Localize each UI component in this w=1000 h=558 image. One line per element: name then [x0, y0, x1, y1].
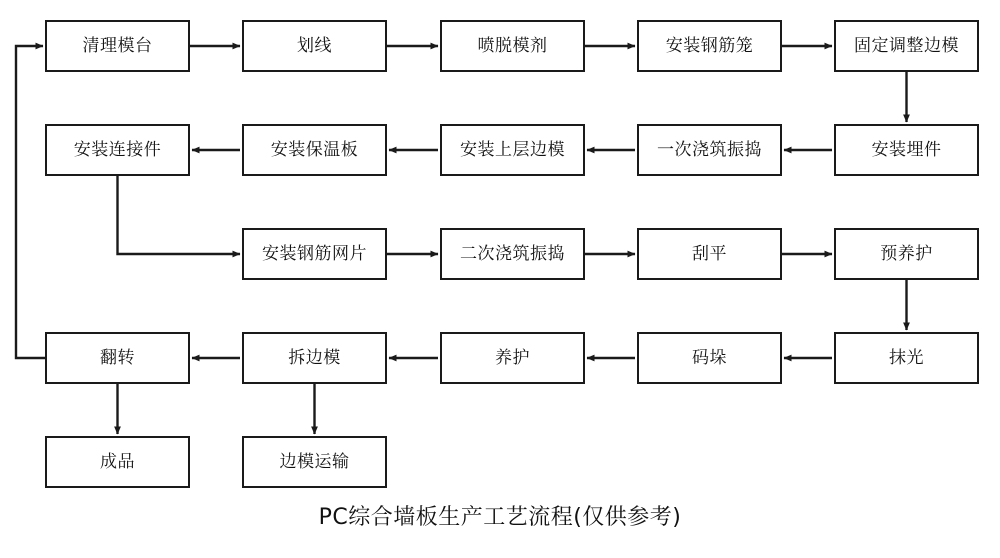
- edge-n10-n11: [118, 176, 241, 254]
- node-label: 固定调整边模: [854, 35, 959, 56]
- node-label: 安装上层边模: [460, 139, 565, 160]
- node-固定调整边模[interactable]: [834, 20, 979, 72]
- node-label: 翻转: [100, 347, 135, 368]
- node-安装连接件[interactable]: [45, 124, 190, 176]
- node-拆边模[interactable]: [242, 332, 387, 384]
- node-label: 一次浇筑振捣: [657, 139, 762, 160]
- diagram-caption: PC综合墙板生产工艺流程(仅供参考): [318, 505, 682, 530]
- node-安装钢筋网片[interactable]: [242, 228, 387, 280]
- node-划线[interactable]: [242, 20, 387, 72]
- node-边模运输[interactable]: [242, 436, 387, 488]
- node-label: 码垛: [692, 347, 727, 368]
- node-label: 抹光: [889, 347, 924, 368]
- node-label: 成品: [100, 451, 135, 472]
- node-清理模台[interactable]: [45, 20, 190, 72]
- node-label: 安装钢筋网片: [262, 243, 367, 264]
- node-label: 安装钢筋笼: [665, 35, 754, 56]
- node-一次浇筑振捣[interactable]: [637, 124, 782, 176]
- node-安装钢筋笼[interactable]: [637, 20, 782, 72]
- node-label: 划线: [297, 35, 332, 56]
- node-label: 预养护: [880, 243, 933, 264]
- node-label: 安装埋件: [871, 139, 942, 160]
- node-养护[interactable]: [440, 332, 585, 384]
- node-码垛[interactable]: [637, 332, 782, 384]
- node-抹光[interactable]: [834, 332, 979, 384]
- node-label: 边模运输: [279, 451, 350, 472]
- node-label: 清理模台: [82, 35, 153, 56]
- node-成品[interactable]: [45, 436, 190, 488]
- node-label: 安装连接件: [73, 139, 162, 160]
- node-喷脱模剂[interactable]: [440, 20, 585, 72]
- node-label: 二次浇筑振捣: [460, 243, 565, 264]
- node-安装上层边模[interactable]: [440, 124, 585, 176]
- node-安装埋件[interactable]: [834, 124, 979, 176]
- node-预养护[interactable]: [834, 228, 979, 280]
- node-label: 刮平: [692, 243, 727, 264]
- node-label: 养护: [495, 347, 530, 368]
- edge-n19-n1-feedback: [16, 46, 45, 358]
- node-label: 喷脱模剂: [477, 35, 548, 56]
- node-label: 拆边模: [288, 347, 341, 368]
- node-刮平[interactable]: [637, 228, 782, 280]
- node-label: 安装保温板: [270, 139, 359, 160]
- node-翻转[interactable]: [45, 332, 190, 384]
- node-二次浇筑振捣[interactable]: [440, 228, 585, 280]
- node-安装保温板[interactable]: [242, 124, 387, 176]
